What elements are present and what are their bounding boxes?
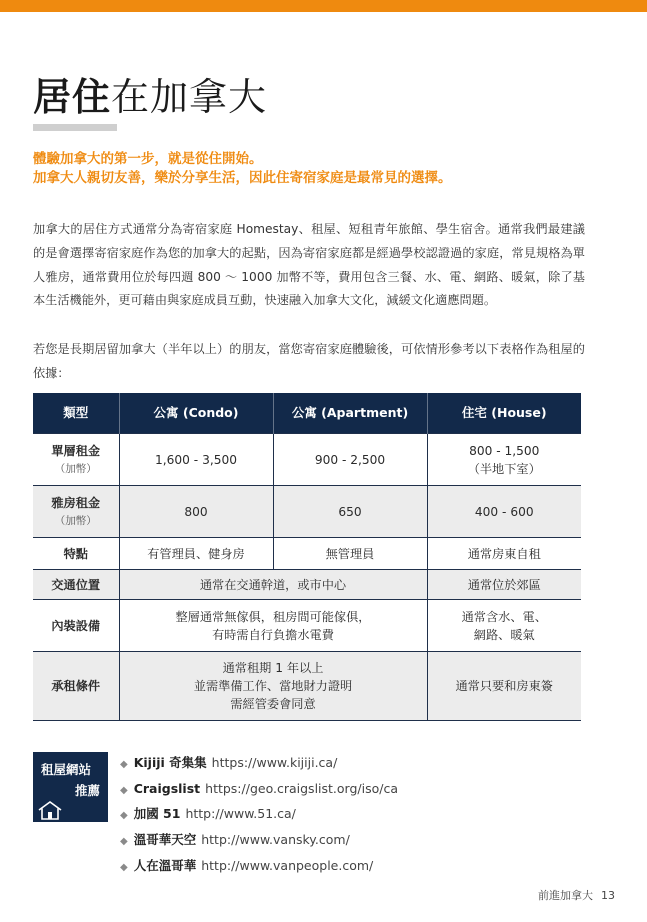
- table-row: [33, 570, 581, 600]
- list-item: [120, 750, 398, 776]
- table-cell: 800: [119, 486, 273, 538]
- table-cell: 650: [273, 486, 427, 538]
- site-name: 加國 51: [133, 806, 181, 822]
- table-row: [33, 652, 581, 721]
- page-title: [33, 72, 267, 122]
- body-paragraph: 加拿大的居住方式通常分為寄宿家庭 Homestay、租屋、短租青年旅館、學生宿舍。通常我們最建議的是會選擇寄宿家庭作為您的加拿大的起點，因為寄宿家庭都是經過學校認證過的家庭，常見規格為單人雅房，通常費用位於每四週 800 ～ 1000 加幣不等，費用包含三餐、水、電、網路、暖氣，除了基本生活機能外，更可藉由與家庭成員互動，快速融入加拿大文化，減緩文化適應問題。: [33, 222, 585, 308]
- table-row: [33, 434, 581, 486]
- table-cell: 通常位於郊區: [427, 570, 581, 600]
- table-cell: 1,600 - 3,500: [119, 434, 273, 486]
- rental-sites-list: [120, 750, 398, 878]
- row-label: 雅房租金 （加幣）: [33, 486, 119, 538]
- site-url-link[interactable]: http://www.51.ca/: [185, 806, 296, 822]
- page-footer: [538, 887, 615, 903]
- list-item: [120, 827, 398, 853]
- table-cell: 無管理員: [273, 538, 427, 570]
- badge-title: 租屋網站: [41, 762, 92, 777]
- row-label: 內裝設備: [33, 600, 119, 652]
- diamond-bullet-icon: ◆: [120, 810, 128, 822]
- table-cell: 通常租期 1 年以上 並需準備工作、當地財力證明 需經管委會同意: [119, 652, 427, 721]
- row-label: 交通位置: [33, 570, 119, 600]
- table-cell: 有管理員、健身房: [119, 538, 273, 570]
- table-cell: 800 - 1,500 （半地下室）: [427, 434, 581, 486]
- site-url-link[interactable]: https://geo.craigslist.org/iso/ca: [205, 780, 398, 796]
- list-item: [120, 776, 398, 802]
- house-icon: [37, 800, 63, 820]
- site-url-link[interactable]: http://www.vansky.com/: [201, 832, 350, 848]
- site-name: Kijiji 奇集集: [133, 755, 207, 770]
- body-paragraph: 若您是長期居留加拿大（半年以上）的朋友，當您寄宿家庭體驗後，可依情形參考以下表格作為租屋的依據：: [33, 342, 585, 380]
- page-title-rest: 在加拿大: [111, 75, 268, 119]
- table-cell: 通常房東自租: [427, 538, 581, 570]
- diamond-bullet-icon: ◆: [120, 836, 128, 848]
- housing-comparison-table: [33, 393, 581, 721]
- site-name: Craigslist: [133, 780, 201, 796]
- top-accent-bar: [0, 0, 647, 12]
- row-label: 承租條件: [33, 652, 119, 721]
- lead-line: 體驗加拿大的第一步，就是從住開始。: [33, 151, 263, 167]
- header-type: 類型: [33, 393, 119, 434]
- row-label: 單層租金 （加幣）: [33, 434, 119, 486]
- diamond-bullet-icon: ◆: [120, 759, 128, 770]
- list-item: [120, 853, 398, 879]
- header-house: 住宅 (House): [427, 393, 581, 434]
- table-cell: 通常含水、電、 網路、暖氣: [427, 600, 581, 652]
- header-apartment: 公寓 (Apartment): [273, 393, 427, 434]
- list-item: [120, 801, 398, 827]
- table-row: [33, 486, 581, 538]
- diamond-bullet-icon: ◆: [120, 784, 128, 796]
- site-name: 溫哥華天空: [133, 832, 197, 848]
- table-cell: 整層通常無傢俱，租房間可能傢俱， 有時需自行負擔水電費: [119, 600, 427, 652]
- page-number: 13: [601, 889, 615, 902]
- diamond-bullet-icon: ◆: [120, 861, 128, 873]
- table-row: [33, 538, 581, 570]
- site-url-link[interactable]: https://www.kijiji.ca/: [211, 755, 338, 770]
- table-row: [33, 600, 581, 652]
- footer-label: 前進加拿大: [538, 889, 593, 902]
- table-cell: 通常在交通幹道，或市中心: [119, 570, 427, 600]
- table-cell: 通常只要和房東簽: [427, 652, 581, 721]
- site-name: 人在溫哥華: [133, 857, 197, 873]
- table-cell: 400 - 600: [427, 486, 581, 538]
- title-underline: [33, 124, 117, 131]
- site-url-link[interactable]: http://www.vanpeople.com/: [201, 857, 374, 873]
- rental-sites-badge: [33, 752, 108, 822]
- row-label: 特點: [33, 538, 119, 570]
- lead-text: [33, 150, 452, 188]
- table-cell: 900 - 2,500: [273, 434, 427, 486]
- page-title-bold: 居住: [33, 75, 112, 119]
- badge-subtitle: 推薦: [74, 783, 100, 798]
- table-header-row: [33, 393, 581, 434]
- lead-line: 加拿大人親切友善，樂於分享生活，因此住寄宿家庭是最常見的選擇。: [33, 170, 452, 186]
- header-condo: 公寓 (Condo): [119, 393, 273, 434]
